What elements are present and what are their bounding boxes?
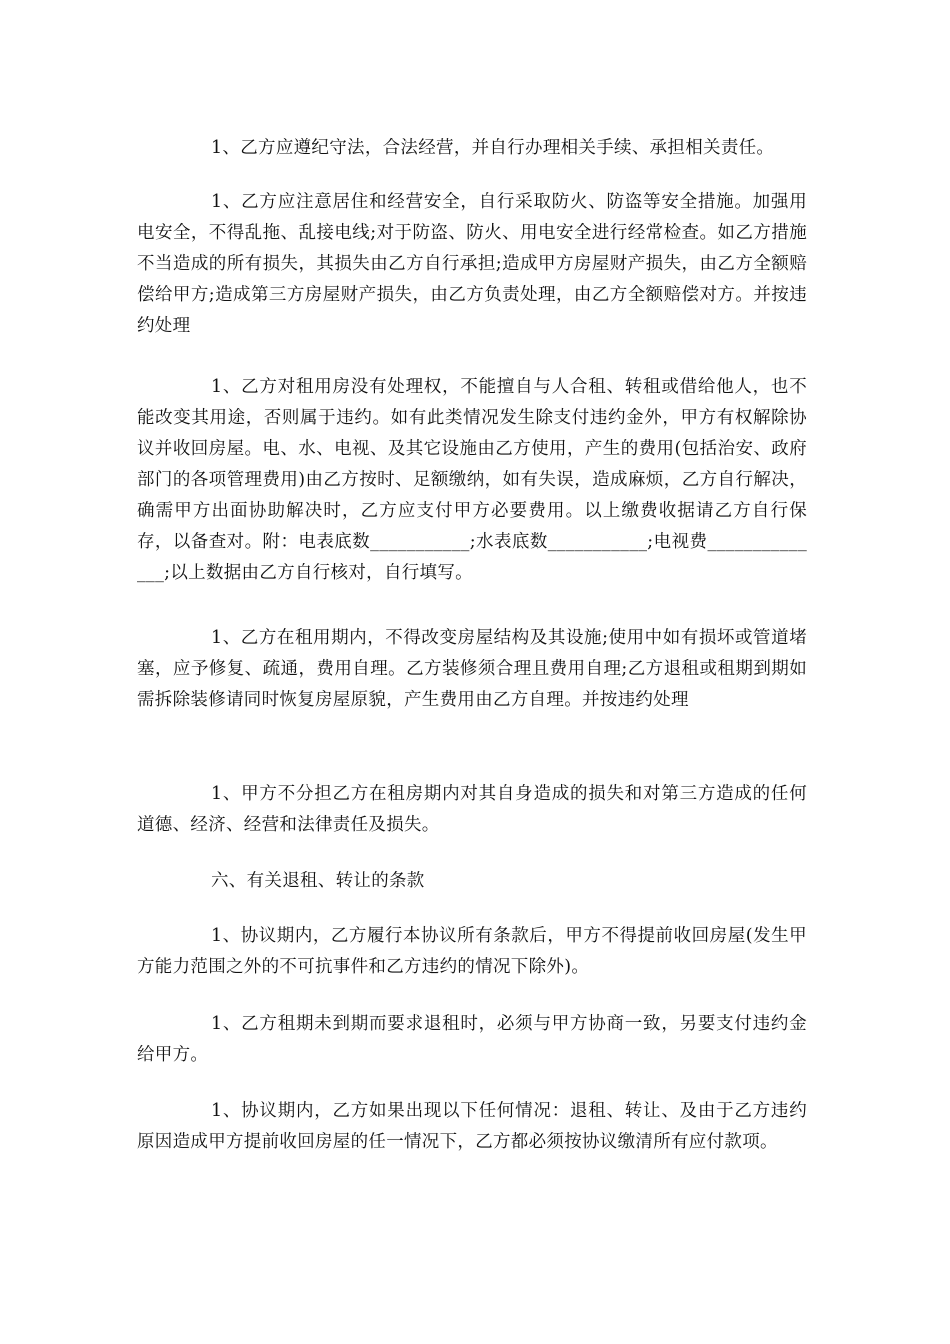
section-heading: 六、有关退租、转让的条款 [211,871,425,891]
clause-paragraph-4: 1、乙方在租用期内，不得改变房屋结构及其设施;使用中如有损坏或管道堵塞，应予修复、疏通，费用自理。乙方装修须合理且费用自理;乙方退租或租期到期如需拆除装修请同时恢复房屋原貌，产生费用由乙方自理。并按违约处理 [137,628,807,710]
clause-paragraph-8: 1、协议期内，乙方如果出现以下任何情况：退租、转让、及由于乙方违约原因造成甲方提前收回房屋的任一情况下，乙方都必须按协议缴清所有应付款项。 [137,1101,807,1152]
clause-paragraph-6: 1、协议期内，乙方履行本协议所有条款后，甲方不得提前收回房屋(发生甲方能力范围之外的不可抗事件和乙方违约的情况下除外)。 [137,926,807,977]
clause-paragraph-2: 1、乙方应注意居住和经营安全，自行采取防火、防盗等安全措施。加强用电安全，不得乱拖、乱接电线;对于防盗、防火、用电安全进行经常检查。如乙方措施不当造成的所有损失，其损失由乙方自行承担;造成甲方房屋财产损失，由乙方全额赔偿给甲方;造成第三方房屋财产损失，由乙方负责处理，由乙方全额赔偿对方。并按违约处理 [137,192,807,336]
clause-paragraph-7: 1、乙方租期未到期而要求退租时，必须与甲方协商一致，另要支付违约金给甲方。 [137,1014,807,1065]
clause-paragraph-1: 1、乙方应遵纪守法，合法经营，并自行办理相关手续、承担相关责任。 [211,138,775,158]
clause-paragraph-3: 1、乙方对租用房没有处理权，不能擅自与人合租、转租或借给他人，也不能改变其用途，否则属于违约。如有此类情况发生除支付违约金外，甲方有权解除协议并收回房屋。电、水、电视、及其它设施由乙方使用，产生的费用(包括治安、政府部门的各项管理费用)由乙方按时、足额缴纳，如有失误，造成麻烦，乙方自行解决，确需甲方出面协助解决时，乙方应支付甲方必要费用。以上缴费收据请乙方自行保存，以备查对。附：电表底数___________;水表底数___________;电视费______________;以上数据由乙方自行核对，自行填写。 [137,377,807,583]
clause-paragraph-5: 1、甲方不分担乙方在租房期内对其自身造成的损失和对第三方造成的任何道德、经济、经营和法律责任及损失。 [137,784,807,835]
